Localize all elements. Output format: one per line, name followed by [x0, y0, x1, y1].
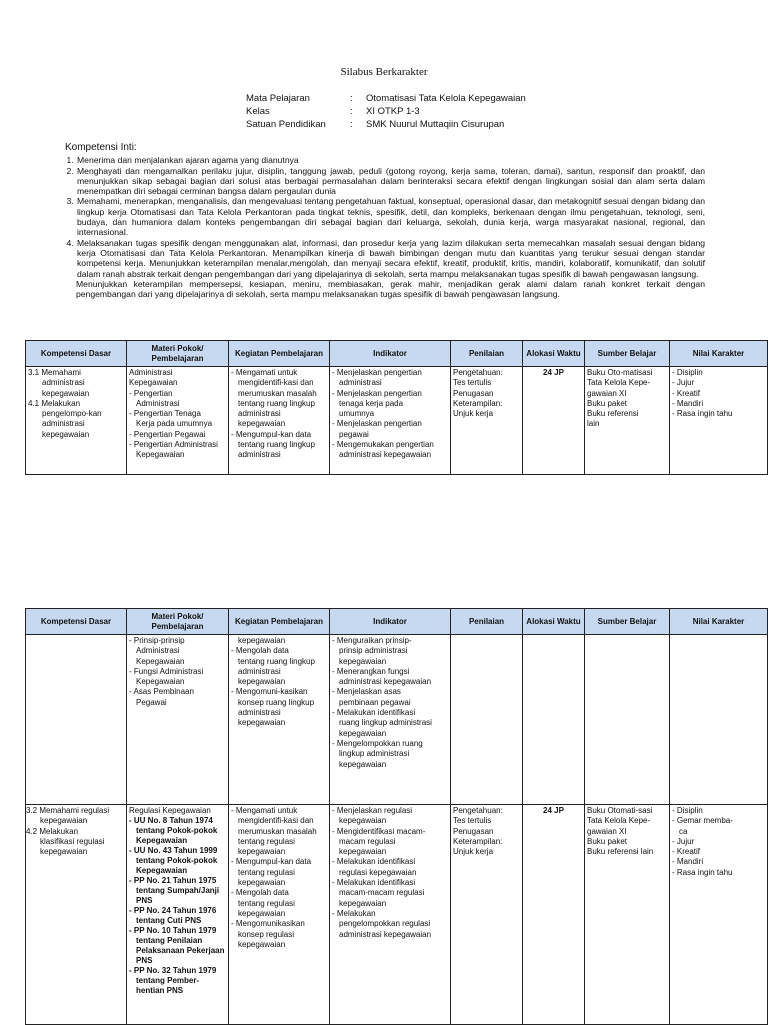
cell-line: Keterampilan:: [453, 836, 503, 846]
cell-line: - Menjelaskan pengertian: [332, 419, 422, 429]
cell-line: Tata Kelola Kepe-: [587, 378, 651, 388]
cell-line: Buku paket: [587, 836, 628, 846]
core-competency-item: 1. Menerima dan menjalankan ajaran agama yang dianutnya: [76, 155, 705, 165]
cell-line: Tes tertulis: [453, 378, 492, 388]
core-competencies-heading: Kompetensi Inti:: [65, 142, 137, 153]
cell-line: kepegawaian: [339, 728, 387, 738]
header-cell: Nilai Karakter: [670, 609, 768, 635]
cell-line: - PP No. 10 Tahun 1979: [129, 926, 217, 935]
cell-line: - Menjelaskan pengertian: [332, 368, 422, 377]
header-row: [26, 609, 768, 635]
cell-line: - Mengidentifikasi macam-: [332, 826, 426, 836]
cell-line: umumnya: [339, 409, 375, 419]
cell-line: Buku referensi: [587, 409, 639, 419]
cell-line: Regulasi Kepegawaian: [129, 806, 211, 815]
core-competency-item: 4. Melaksanakan tugas spesifik dengan menggunakan alat, informasi, dan prosedur kerja yang lazim dilakukan serta memecahkan masalah sesuai dengan bidang kerja Otomatisasi dan Tata Kelola Perkantoran. Menampilkan kinerja di bawah bimbingan dengan mutu dan kuantitas yang terukur sesuai dengan standar kompetensi kerja. Menunjukkan keterampilan menalar,mengolah, dan menyaji secara efektif, kreatif, produktif, kritis, mandiri, kolaboratif, komunikatif, dan solutif dalam ranah abstrak terkait dengan pengembangan dari yang dipelajarinya di sekolah, serta mampu melaksanakan tugas spesifik di bawah pengawasan langsung.: [76, 238, 705, 279]
syllabus-table-1: [25, 340, 768, 475]
cell-line: Kepegawaian: [136, 836, 188, 845]
cell-line: kepegawaian: [339, 898, 387, 908]
cell-line: Buku referensi lain: [587, 847, 654, 857]
cell-line: gawaian XI: [587, 388, 627, 398]
penilaian-cell: [451, 635, 523, 805]
cell-line: Keterampilan:: [453, 398, 503, 408]
cell-line: - Menjelaskan regulasi: [332, 806, 413, 815]
sumber-cell: [585, 367, 670, 475]
cell-line: tentang regulasi: [238, 898, 295, 908]
kegiatan-cell: [229, 367, 330, 475]
cell-line: pegawai: [339, 429, 369, 439]
header-cell: Materi Pokok/ Pembelajaran: [127, 341, 229, 367]
cell-line: - PP No. 32 Tahun 1979: [129, 966, 217, 975]
cell-line: kepegawaian: [339, 816, 387, 826]
cell-line: - Jujur: [672, 378, 695, 388]
cell-line: tentang Cuti PNS: [136, 916, 202, 925]
header-cell: Alokasi Waktu: [523, 341, 585, 367]
cell-line: Penugasan: [453, 826, 494, 836]
table-row: [26, 367, 768, 475]
info-value: SMK Nuurul Muttaqiin Cisurupan: [366, 119, 505, 130]
cell-line: mengidentifi-kasi dan: [238, 816, 314, 826]
nilai-cell: [670, 367, 768, 475]
cell-line: administrasi kepegawaian: [339, 929, 432, 939]
cell-line: - Mengomunikasikan: [231, 919, 305, 929]
cell-line: macam regulasi: [339, 836, 396, 846]
cell-line: - Melakukan identifikasi: [332, 708, 416, 718]
cell-line: - Pengertian Pegawai: [129, 429, 206, 439]
header-cell: Sumber Belajar: [585, 341, 670, 367]
syllabus-table-2: [25, 608, 768, 1025]
cell-line: pengelompokkan regulasi: [339, 919, 431, 929]
info-separator: :: [350, 119, 353, 130]
cell-line: lain: [587, 419, 600, 429]
info-separator: :: [350, 93, 353, 104]
cell-line: pembinaan pegawai: [339, 697, 411, 707]
info-row-subject: [246, 92, 526, 105]
indikator-cell: [330, 635, 451, 805]
cell-line: - Mengumpul-kan data: [231, 429, 312, 439]
table-row: [26, 635, 768, 805]
cell-line: - Mengolah data: [231, 646, 289, 656]
materi-cell: [127, 805, 229, 1025]
cell-line: - Mengamati untuk: [231, 806, 298, 815]
cell-line: - Pengertian: [129, 388, 173, 398]
table-row: [26, 805, 768, 1025]
cell-line: - UU No. 8 Tahun 1974: [129, 816, 213, 825]
cell-line: Kepegawaian: [129, 378, 178, 388]
core-competencies: [65, 143, 705, 299]
cell-line: - Mengelompokkan ruang: [332, 738, 423, 748]
nilai-cell: [670, 805, 768, 1025]
header-cell: Nilai Karakter: [670, 341, 768, 367]
cell-line: kepegawaian: [238, 677, 286, 687]
cell-line: - Menjelaskan pengertian: [332, 388, 422, 398]
cell-line: lingkup administrasi: [339, 749, 410, 759]
sumber-cell: [585, 635, 670, 805]
cell-line: 3.2 Memahami regulasi: [26, 806, 110, 815]
course-info: [246, 92, 526, 131]
cell-line: tentang ruang lingkup: [238, 398, 315, 408]
cell-line: 3.1 Memahami: [28, 368, 81, 377]
cell-line: - Menerangkan fungsi: [332, 666, 410, 676]
cell-line: Tes tertulis: [453, 816, 492, 826]
cell-line: Buku Oto-matisasi: [587, 368, 653, 377]
cell-line: tentang Pokok-pokok: [136, 856, 218, 865]
cell-line: ruang lingkup administrasi: [339, 718, 432, 728]
cell-line: Tata Kelola Kepe-: [587, 816, 651, 826]
cell-line: - Rasa ingin tahu: [672, 867, 733, 877]
header-cell: Kegiatan Pembelajaran: [229, 609, 330, 635]
cell-line: - Menguraikan prinsip-: [332, 636, 412, 645]
cell-line: - Disiplin: [672, 368, 703, 377]
cell-line: administrasi: [339, 378, 382, 388]
cell-line: - Jujur: [672, 836, 695, 846]
cell-line: Kepegawaian: [136, 656, 185, 666]
header-cell: Penilaian: [451, 609, 523, 635]
cell-line: - Melakukan: [332, 908, 376, 918]
cell-line: Kepegawaian: [136, 450, 185, 460]
info-label: Mata Pelajaran: [246, 93, 310, 104]
cell-line: administrasi: [238, 666, 281, 676]
cell-line: kepegawaian: [40, 816, 88, 826]
cell-line: konsep ruang lingkup: [238, 697, 315, 707]
core-competencies-list: [65, 155, 705, 279]
cell-line: mengidentifi-kasi dan: [238, 378, 314, 388]
cell-line: tentang regulasi: [238, 867, 295, 877]
cell-line: tentang Sumpah/Janji: [136, 886, 220, 895]
info-value: Otomatisasi Tata Kelola Kepegawaian: [366, 93, 526, 104]
cell-line: Administrasi: [129, 368, 173, 377]
cell-line: Kerja pada umumnya: [136, 419, 213, 429]
cell-line: prinsip administrasi: [339, 646, 408, 656]
header-cell: Kegiatan Pembelajaran: [229, 341, 330, 367]
cell-line: - Mengolah data: [231, 888, 289, 898]
cell-line: - Mandiri: [672, 398, 704, 408]
cell-line: kepegawaian: [238, 419, 286, 429]
indikator-cell: [330, 367, 451, 475]
cell-line: tenaga kerja pada: [339, 398, 404, 408]
cell-line: kepegawaian: [339, 759, 387, 769]
header-cell: Materi Pokok/ Pembelajaran: [127, 609, 229, 635]
header-cell: Penilaian: [451, 341, 523, 367]
cell-line: Administrasi: [136, 398, 180, 408]
cell-line: Pelaksanaan Pekerjaan: [136, 946, 225, 955]
cell-line: - Asas Pembinaan: [129, 687, 194, 697]
core-competency-item: 2. Menghayati dan mengamalkan perilaku jujur, disiplin, tanggung jawab, peduli (gotong royong, kerja sama, toleran, damai), santun, responsif dan proaktif, dan menunjukkan sikap sebagai bagian dari solusi atas berbagai permasalahan dalam berinteraksi secara efektif dengan lingkungan sosial dan alam serta dalam menempatkan diri sebagai cerminan bangsa dalam pergaulan dunia: [76, 166, 705, 197]
cell-line: kepegawaian: [238, 636, 286, 645]
cell-line: - Menjelaskan asas: [332, 687, 401, 697]
cell-line: administrasi: [238, 708, 281, 718]
cell-line: regulasi kepegawaian: [339, 867, 417, 877]
cell-line: administrasi kepegawaian: [339, 677, 432, 687]
cell-line: kepegawaian: [238, 847, 286, 857]
waktu-cell: 24 JP: [523, 805, 585, 1025]
materi-cell: [127, 635, 229, 805]
kegiatan-cell: [229, 805, 330, 1025]
cell-line: kepegawaian: [42, 388, 90, 398]
cell-line: administrasi: [238, 409, 281, 419]
cell-line: pengelompo-kan: [42, 409, 102, 419]
cell-line: Unjuk kerja: [453, 409, 494, 419]
cell-line: klasifikasi regulasi: [40, 836, 105, 846]
cell-line: - PP No. 21 Tahun 1975: [129, 876, 217, 885]
header-cell: Indikator: [330, 609, 451, 635]
cell-line: - Disiplin: [672, 806, 703, 815]
cell-line: administrasi: [42, 419, 85, 429]
kegiatan-cell: [229, 635, 330, 805]
cell-line: tentang Pember-: [136, 976, 200, 985]
cell-line: - Fungsi Administrasi: [129, 666, 204, 676]
cell-line: macam-macam regulasi: [339, 888, 425, 898]
cell-line: - Mandiri: [672, 857, 704, 867]
header-cell: Indikator: [330, 341, 451, 367]
cell-line: Kepegawaian: [136, 677, 185, 687]
cell-line: kepegawaian: [238, 878, 286, 888]
info-row-school: [246, 118, 526, 131]
cell-line: - Pengertian Administrasi: [129, 440, 218, 450]
cell-line: Buku Otomati-sasi: [587, 806, 653, 815]
cell-line: konsep regulasi: [238, 929, 295, 939]
core-competency-item: 3. Memahami, menerapkan, menganalisis, dan mengevaluasi tentang pengetahuan faktual, konseptual, operasional dasar, dan metakognitif sesuai dengan bidang dan lingkup kerja Otomatisasi dan Tata Kelola Perkantoran pada tingkat teknis, spesifik, detil, dan kompleks, berkenaan dengan ilmu pengetahuan, teknologi, seni, budaya, dan humaniora dalam konteks pengembangan diri sebagai bagian dari keluarga, sekolah, dunia kerja, warga masyarakat nasional, regional, dan internasional.: [76, 196, 705, 237]
cell-line: tentang Pokok-pokok: [136, 826, 218, 835]
cell-line: Kepegawaian: [136, 866, 188, 875]
cell-line: PNS: [136, 956, 153, 965]
cell-line: kepegawaian: [238, 718, 286, 728]
indikator-cell: [330, 805, 451, 1025]
info-label: Kelas: [246, 106, 270, 117]
page-title: Silabus Berkarakter: [340, 66, 428, 78]
cell-line: - Mengamati untuk: [231, 368, 298, 377]
cell-line: - PP No. 24 Tahun 1976: [129, 906, 217, 915]
info-value: XI OTKP 1-3: [366, 106, 420, 117]
cell-line: Pegawai: [136, 697, 167, 707]
cell-line: kepegawaian: [42, 429, 90, 439]
cell-line: Pengetahuan:: [453, 368, 503, 377]
cell-line: - Kreatif: [672, 388, 701, 398]
cell-line: - Melakukan identifikasi: [332, 878, 416, 888]
cell-line: ca: [679, 826, 688, 836]
cell-line: tentang Penilaian: [136, 936, 203, 945]
cell-line: - Mengomuni-kasikan: [231, 687, 308, 697]
header-row: [26, 341, 768, 367]
cell-line: tentang ruang lingkup: [238, 656, 315, 666]
cell-line: Buku paket: [587, 398, 628, 408]
header-cell: Sumber Belajar: [585, 609, 670, 635]
cell-line: PNS: [136, 896, 153, 905]
kd-cell: [26, 805, 127, 1025]
cell-line: - Rasa ingin tahu: [672, 409, 733, 419]
cell-line: - Mengumpul-kan data: [231, 857, 312, 867]
cell-line: kepegawaian: [339, 656, 387, 666]
header-cell: Alokasi Waktu: [523, 609, 585, 635]
cell-line: - Mengemukakan pengertian: [332, 440, 434, 450]
cell-line: administrasi: [238, 450, 281, 460]
waktu-cell: 24 JP: [523, 367, 585, 475]
cell-line: gawaian XI: [587, 826, 627, 836]
sumber-cell: [585, 805, 670, 1025]
cell-line: kepegawaian: [40, 847, 88, 857]
header-cell: Kompetensi Dasar: [26, 341, 127, 367]
cell-line: - UU No. 43 Tahun 1999: [129, 846, 218, 855]
info-row-class: [246, 105, 526, 118]
cell-line: merumuskan masalah: [238, 826, 317, 836]
cell-line: tentang ruang lingkup: [238, 440, 315, 450]
cell-line: Unjuk kerja: [453, 847, 494, 857]
cell-line: Pengetahuan:: [453, 806, 503, 815]
cell-line: administrasi kepegawaian: [339, 450, 432, 460]
cell-line: - Gemar memba-: [672, 816, 733, 826]
cell-line: 4.2 Melakukan: [26, 826, 79, 836]
cell-line: - Kreatif: [672, 847, 701, 857]
cell-line: - Pengertian Tenaga: [129, 409, 201, 419]
nilai-cell: [670, 635, 768, 805]
cell-line: 4.1 Melakukan: [28, 398, 81, 408]
cell-line: hentian PNS: [136, 986, 184, 995]
cell-line: administrasi: [42, 378, 85, 388]
cell-line: kepegawaian: [238, 939, 286, 949]
cell-line: merumuskan masalah: [238, 388, 317, 398]
cell-line: - Melakukan identifikasi: [332, 857, 416, 867]
cell-line: tentang regulasi: [238, 836, 295, 846]
header-cell: Kompetensi Dasar: [26, 609, 127, 635]
penilaian-cell: [451, 367, 523, 475]
cell-line: kepegawaian: [238, 908, 286, 918]
cell-line: - Prinsip-prinsip: [129, 636, 185, 645]
kd-cell: [26, 635, 127, 805]
penilaian-cell: [451, 805, 523, 1025]
cell-line: Penugasan: [453, 388, 494, 398]
core-competency-extra: Menunjukkan keterampilan mempersepsi, kesiapan, meniru, membiasakan, gerak mahir, menjadikan gerak alami dalam ranah konkret terkait dengan pengembangan dari yang dipelajarinya di sekolah, serta mampu melaksanakan tugas spesifik di bawah pengawasan langsung.: [76, 278, 705, 300]
cell-line: Administrasi: [136, 646, 180, 656]
cell-line: kepegawaian: [339, 847, 387, 857]
waktu-cell: [523, 635, 585, 805]
kd-cell: [26, 367, 127, 475]
info-label: Satuan Pendidikan: [246, 119, 326, 130]
materi-cell: [127, 367, 229, 475]
info-separator: :: [350, 106, 353, 117]
